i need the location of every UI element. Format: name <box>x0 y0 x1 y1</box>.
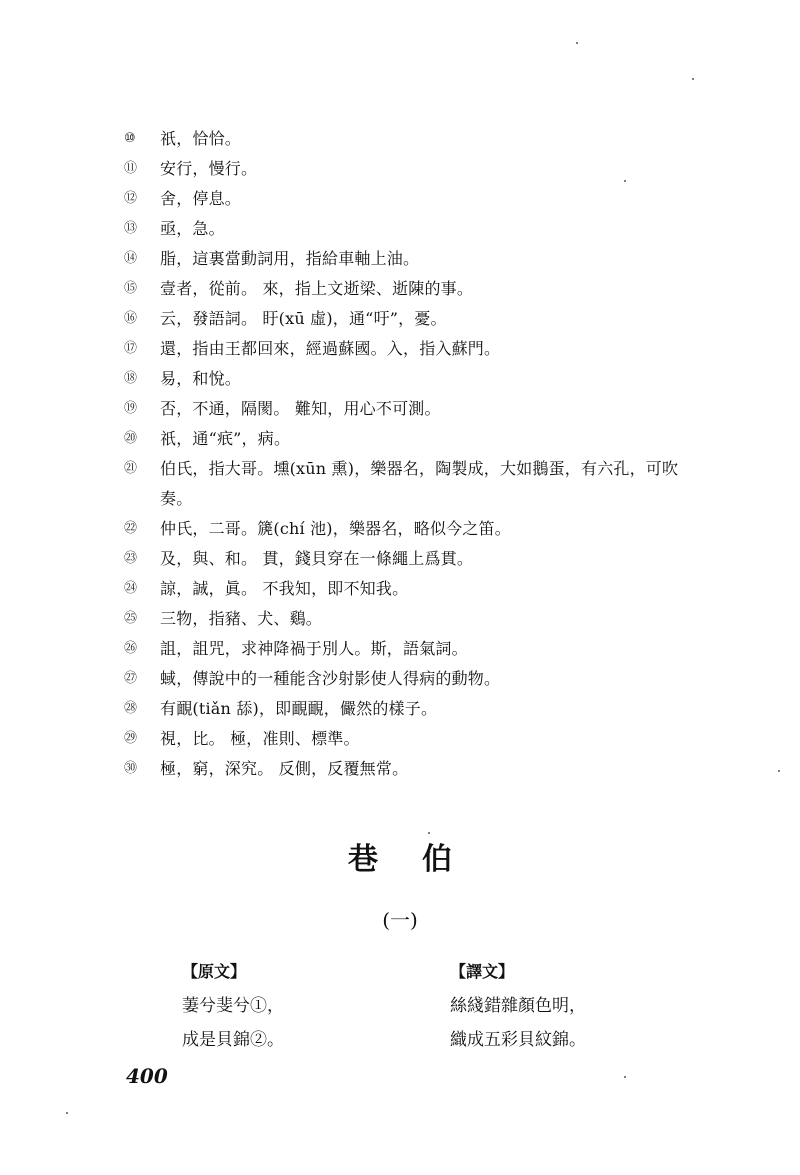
note-27 <box>124 664 684 694</box>
note-text: 及，與、和。 貫，錢貝穿在一條繩上爲貫。 <box>160 549 474 568</box>
note-number: ㉒ <box>124 521 138 536</box>
note-text: 伯氏，指大哥。壎(xūn 熏)，樂器名，陶製成，大如鵝蛋，有六孔，可吹奏。 <box>160 459 679 508</box>
note-number: ㉑ <box>124 461 138 476</box>
original-text-column <box>182 955 284 1057</box>
note-text: 蜮，傳說中的一種能含沙射影使人得病的動物。 <box>160 669 501 688</box>
note-text: 壹者，從前。 來，指上文逝梁、逝陳的事。 <box>160 279 474 298</box>
note-text: 還，指由王都回來，經過蘇國。入，指入蘇門。 <box>160 339 501 358</box>
note-number: ⑭ <box>124 251 138 266</box>
note-text: 諒，誠，眞。 不我知，即不知我。 <box>160 579 409 598</box>
note-16 <box>124 304 684 334</box>
note-number: ⑫ <box>124 191 138 206</box>
note-number: ㉓ <box>124 551 138 566</box>
note-21 <box>124 454 684 514</box>
note-text: 否，不通，隔閡。 難知，用心不可測。 <box>160 399 441 418</box>
note-23 <box>124 544 684 574</box>
note-number: ⑯ <box>124 311 138 326</box>
note-19 <box>124 394 684 424</box>
scan-speck <box>576 42 578 44</box>
note-text: 安行，慢行。 <box>160 159 258 178</box>
note-13 <box>124 214 684 244</box>
note-text: 祇，恰恰。 <box>160 129 242 148</box>
annotation-notes <box>124 124 684 784</box>
note-10 <box>124 124 684 154</box>
note-text: 極，窮，深究。 反側，反覆無常。 <box>160 759 409 778</box>
note-number: ㉗ <box>124 671 138 686</box>
note-29 <box>124 724 684 754</box>
page-number: 400 <box>126 1064 168 1088</box>
note-text: 三物，指豬、犬、鷄。 <box>160 609 323 628</box>
note-text: 云，發語詞。 盱(xū 虛)，通“吁”，憂。 <box>160 309 447 328</box>
original-line: 成是貝錦②。 <box>182 1030 284 1050</box>
note-text: 舍，停息。 <box>160 189 242 208</box>
section-number: (一) <box>382 908 418 932</box>
note-number: ⑩ <box>124 131 136 146</box>
note-25 <box>124 604 684 634</box>
note-number: ⑲ <box>124 401 138 416</box>
translation-line: 絲綫錯雜顏色明， <box>450 996 586 1016</box>
note-number: ⑮ <box>124 281 138 296</box>
scan-speck <box>428 832 430 834</box>
scan-speck <box>778 770 780 772</box>
note-number: ⑱ <box>124 371 138 386</box>
note-20 <box>124 424 684 454</box>
note-text: 有靦(tiǎn 舔)，即靦靦，儼然的樣子。 <box>160 699 438 718</box>
note-24 <box>124 574 684 604</box>
note-18 <box>124 364 684 394</box>
note-text: 祇，通“疧”，病。 <box>160 429 291 448</box>
note-text: 視，比。 極，准則、標準。 <box>160 729 360 748</box>
note-14 <box>124 244 684 274</box>
note-number: ㉖ <box>124 641 138 656</box>
original-line: 萋兮斐兮①， <box>182 996 284 1016</box>
note-30 <box>124 754 684 784</box>
scan-speck <box>624 180 626 182</box>
translation-line: 織成五彩貝紋錦。 <box>450 1030 586 1050</box>
note-number: ㉘ <box>124 701 138 716</box>
note-text: 亟，急。 <box>160 219 225 238</box>
scan-speck <box>624 1076 626 1078</box>
note-15 <box>124 274 684 304</box>
scan-speck <box>692 78 694 80</box>
note-number: ⑪ <box>124 161 138 176</box>
note-17 <box>124 334 684 364</box>
scan-speck <box>66 1112 68 1114</box>
chapter-title: 巷伯 <box>348 842 496 877</box>
note-22 <box>124 514 684 544</box>
note-number: ⑳ <box>124 431 138 446</box>
note-number: ㉔ <box>124 581 138 596</box>
original-heading: 【原文】 <box>182 962 247 981</box>
note-number: ⑰ <box>124 341 138 356</box>
note-11 <box>124 154 684 184</box>
note-text: 脂，這裏當動詞用，指給車軸上油。 <box>160 249 420 268</box>
note-28 <box>124 694 684 724</box>
note-12 <box>124 184 684 214</box>
translation-heading: 【譯文】 <box>450 962 515 981</box>
note-number: ㉕ <box>124 611 138 626</box>
note-number: ㉚ <box>124 761 138 776</box>
note-text: 易，和悅。 <box>160 369 242 388</box>
note-number: ⑬ <box>124 221 138 236</box>
translation-column <box>450 955 586 1057</box>
note-text: 仲氏，二哥。篪(chí 池)，樂器名，略似今之笛。 <box>160 519 511 538</box>
note-26 <box>124 634 684 664</box>
note-number: ㉙ <box>124 731 138 746</box>
note-text: 詛，詛咒，求神降禍于別人。斯，語氣詞。 <box>160 639 468 658</box>
